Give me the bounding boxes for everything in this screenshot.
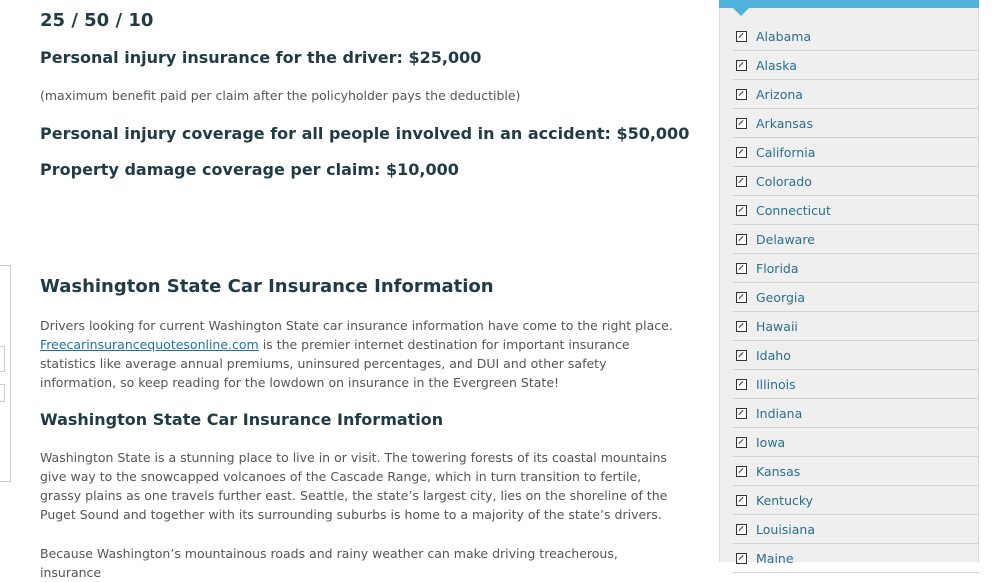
state-link-label[interactable]: Delaware [756, 231, 815, 247]
external-link-icon [736, 147, 747, 158]
left-panel-edge [0, 265, 11, 482]
state-link-item[interactable] [733, 515, 979, 544]
state-link-item[interactable] [733, 225, 979, 254]
body-paragraph: Because Washington’s mountainous roads and rainy weather can make driving treacherous, insurance [40, 546, 618, 580]
state-sidebar [719, 0, 979, 566]
body-paragraph: Washington State is a stunning place to live in or visit. The towering forests of its coastal mountains give way to the snowcapped volcanoes of the Cascade Range, which in turn transition to fertile, grassy plains as one travels further east. Seattle, the state’s largest city, lies on the shoreline of the Puget Sound and together with its surrounding suburbs is home to a majority of the state’s drivers. [40, 450, 668, 522]
state-link-item[interactable] [733, 283, 979, 312]
state-link-item[interactable] [733, 167, 979, 196]
external-link-icon [736, 408, 747, 419]
external-link-icon [736, 524, 747, 535]
state-link-label[interactable]: Alaska [756, 57, 797, 73]
state-link-label[interactable]: Kentucky [756, 492, 814, 508]
external-link-icon [736, 292, 747, 303]
state-link-label[interactable]: Kansas [756, 463, 801, 479]
state-link-label[interactable]: Arkansas [756, 115, 813, 131]
intro-text-cont: is the premier internet destination for important insurance statistics like average annual premiums, uninsured percentages, and DUI and other safety information, so keep reading for the lowdown on insurance in the Evergreen State! [40, 337, 630, 390]
state-link-label[interactable]: Florida [756, 260, 799, 276]
external-link-icon [736, 263, 747, 274]
state-link-item[interactable] [733, 544, 979, 573]
section-subtitle: Washington State Car Insurance Information [40, 410, 444, 429]
external-link-icon [736, 350, 747, 361]
site-link[interactable]: Freecarinsurancequotesonline.com [40, 337, 259, 352]
external-link-icon [736, 205, 747, 216]
state-link-item[interactable] [733, 80, 979, 109]
section-title: Washington State Car Insurance Information [40, 276, 494, 297]
state-link-label[interactable]: Iowa [756, 434, 786, 450]
external-link-icon [736, 234, 747, 245]
state-link-item[interactable] [733, 341, 979, 370]
state-link-label[interactable]: Georgia [756, 289, 806, 305]
state-link-label[interactable]: Illinois [756, 376, 796, 392]
limits-heading: 25 / 50 / 10 [40, 10, 154, 31]
state-link-item[interactable] [733, 109, 979, 138]
state-link-label[interactable]: Connecticut [756, 202, 831, 218]
intro-text: Drivers looking for current Washington State car insurance information have come to the right place. [40, 318, 673, 333]
coverage-driver: Personal injury insurance for the driver: $25,000 [40, 48, 482, 67]
state-link-item[interactable] [733, 254, 979, 283]
left-panel-tab[interactable] [0, 346, 5, 372]
state-link-item[interactable] [733, 51, 979, 80]
sidebar-header [719, 0, 979, 8]
state-link-label[interactable]: Hawaii [756, 318, 798, 334]
state-link-item[interactable] [733, 457, 979, 486]
state-link-item[interactable] [733, 312, 979, 341]
state-link-label[interactable]: Louisiana [756, 521, 816, 537]
coverage-all-people: Personal injury coverage for all people involved in an accident: $50,000 [40, 124, 690, 143]
left-panel-tab[interactable] [0, 384, 5, 402]
external-link-icon [736, 60, 747, 71]
coverage-property: Property damage coverage per claim: $10,000 [40, 160, 459, 179]
state-link-item[interactable] [733, 486, 979, 515]
state-link-item[interactable] [733, 22, 979, 51]
external-link-icon [736, 437, 747, 448]
state-list [719, 22, 979, 573]
state-link-label[interactable]: Alabama [756, 28, 812, 44]
state-link-label[interactable]: California [756, 144, 816, 160]
external-link-icon [736, 466, 747, 477]
external-link-icon [736, 31, 747, 42]
external-link-icon [736, 89, 747, 100]
coverage-note: (maximum benefit paid per claim after the policyholder pays the deductible) [40, 88, 521, 103]
intro-paragraph [40, 316, 680, 392]
external-link-icon [736, 379, 747, 390]
state-link-item[interactable] [733, 399, 979, 428]
state-link-label[interactable]: Maine [756, 550, 794, 566]
external-link-icon [736, 118, 747, 129]
state-link-label[interactable]: Arizona [756, 86, 803, 102]
state-link-label[interactable]: Indiana [756, 405, 803, 421]
state-link-item[interactable] [733, 428, 979, 457]
state-link-item[interactable] [733, 138, 979, 167]
state-link-item[interactable] [733, 196, 979, 225]
state-link-label[interactable]: Idaho [756, 347, 791, 363]
external-link-icon [736, 321, 747, 332]
external-link-icon [736, 495, 747, 506]
state-link-item[interactable] [733, 370, 979, 399]
state-link-label[interactable]: Colorado [756, 173, 812, 189]
external-link-icon [736, 176, 747, 187]
